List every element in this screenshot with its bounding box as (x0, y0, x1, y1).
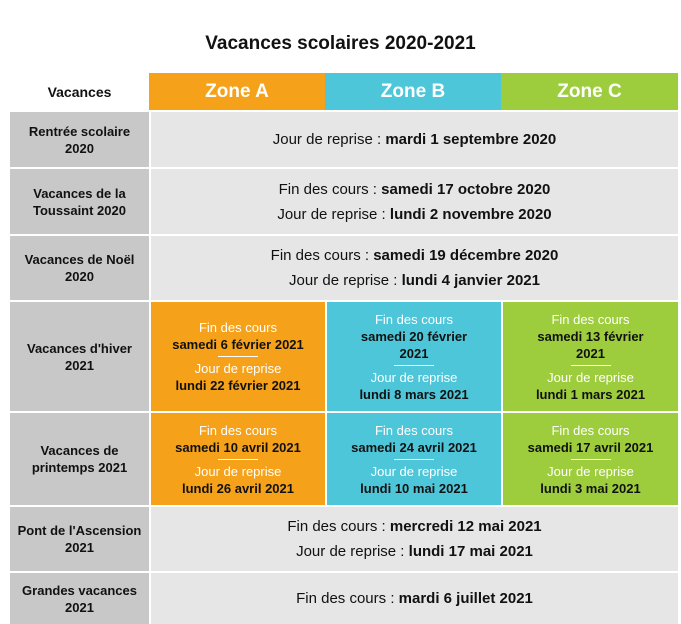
zone-b-cell (325, 411, 501, 505)
row-noel (10, 234, 678, 300)
reprise-date: lundi 26 avril 2021 (181, 480, 294, 496)
row-label: Vacances de la Toussaint 2020 (10, 167, 149, 234)
row-label: Rentrée scolaire 2020 (10, 110, 149, 167)
fin-date: samedi 17 octobre 2020 (381, 180, 551, 198)
divider (571, 365, 611, 366)
fin-date: samedi 24 avril 2021 (351, 439, 477, 455)
all-zones-cell (149, 505, 678, 571)
header-zone-b: Zone B (325, 73, 501, 110)
fin-label: Fin des cours : (296, 590, 399, 607)
reprise-line (296, 539, 533, 564)
reprise-label: Jour de reprise (547, 369, 634, 385)
reprise-line (273, 127, 557, 152)
divider (571, 459, 611, 460)
reprise-date: mardi 1 septembre 2020 (385, 131, 557, 148)
fin-label: Fin des cours (198, 422, 278, 438)
zone-a-cell (149, 411, 325, 505)
header-zone-c: Zone C (501, 73, 678, 110)
fin-date: samedi 19 décembre 2020 (373, 247, 559, 264)
fin-label: Fin des cours (198, 320, 278, 335)
fin-date: samedi 10 avril 2021 (175, 439, 301, 455)
fin-label: Fin des cours (374, 311, 454, 327)
row-label: Grandes vacances 2021 (10, 571, 149, 624)
row-toussaint (10, 167, 678, 234)
divider (218, 356, 258, 357)
fin-label: Fin des cours : (278, 180, 382, 198)
row-label: Pont de l'Ascension 2021 (10, 505, 149, 571)
reprise-date: lundi 1 mars 2021 (535, 386, 646, 402)
zone-a-cell (149, 300, 325, 411)
reprise-line (289, 268, 540, 293)
zone-c-cell (501, 300, 678, 411)
divider (394, 365, 434, 366)
reprise-date: lundi 4 janvier 2021 (401, 272, 540, 289)
row-ascension (10, 505, 678, 571)
reprise-label: Jour de reprise (194, 361, 282, 376)
row-grandes (10, 571, 678, 624)
page-title: Vacances scolaires 2020-2021 (205, 33, 476, 54)
all-zones-cell (149, 167, 678, 234)
reprise-label: Jour de reprise (370, 369, 458, 385)
fin-date: samedi 13 février 2021 (537, 328, 644, 361)
reprise-date: lundi 8 mars 2021 (359, 386, 469, 402)
reprise-line (277, 202, 551, 227)
divider (394, 459, 434, 460)
reprise-label: Jour de reprise (370, 463, 458, 479)
row-printemps (10, 411, 678, 505)
reprise-date: lundi 2 novembre 2020 (389, 205, 552, 223)
reprise-label: Jour de reprise : (289, 272, 402, 289)
header-vacances: Vacances (10, 73, 149, 110)
reprise-date: lundi 17 mai 2021 (408, 543, 533, 560)
row-label: Vacances de Noël 2020 (10, 234, 149, 300)
fin-label: Fin des cours : (287, 518, 390, 535)
all-zones-cell (149, 110, 678, 167)
reprise-date: lundi 3 mai 2021 (540, 480, 641, 496)
all-zones-cell (149, 571, 678, 624)
reprise-label: Jour de reprise (547, 463, 634, 479)
fin-date: samedi 20 février 2021 (360, 328, 468, 361)
reprise-date: lundi 10 mai 2021 (360, 480, 468, 496)
reprise-label: Jour de reprise : (296, 543, 409, 560)
row-rentree (10, 110, 678, 167)
fin-line (279, 177, 551, 202)
fin-date: samedi 6 février 2021 (172, 337, 304, 352)
fin-label: Fin des cours : (270, 247, 374, 264)
fin-line (296, 586, 533, 611)
all-zones-cell (149, 234, 678, 300)
fin-label: Fin des cours (551, 311, 630, 327)
zone-b-cell (325, 300, 501, 411)
fin-label: Fin des cours (374, 422, 454, 438)
fin-date: mardi 6 juillet 2021 (398, 590, 533, 607)
fin-line (287, 514, 541, 539)
fin-date: samedi 17 avril 2021 (527, 439, 654, 455)
reprise-label: Jour de reprise (194, 463, 282, 479)
holidays-table (10, 73, 678, 624)
row-hiver (10, 300, 678, 411)
fin-label: Fin des cours (551, 422, 630, 438)
zone-c-cell (501, 411, 678, 505)
row-label: Vacances d'hiver 2021 (10, 300, 149, 411)
reprise-label: Jour de reprise : (277, 205, 390, 223)
fin-line (271, 243, 559, 268)
reprise-label: Jour de reprise : (272, 131, 386, 148)
header-zone-a: Zone A (149, 73, 325, 110)
reprise-date: lundi 22 février 2021 (175, 378, 301, 393)
divider (218, 459, 258, 460)
row-label: Vacances de printemps 2021 (10, 411, 149, 505)
fin-date: mercredi 12 mai 2021 (389, 518, 542, 535)
header-row (10, 73, 678, 110)
